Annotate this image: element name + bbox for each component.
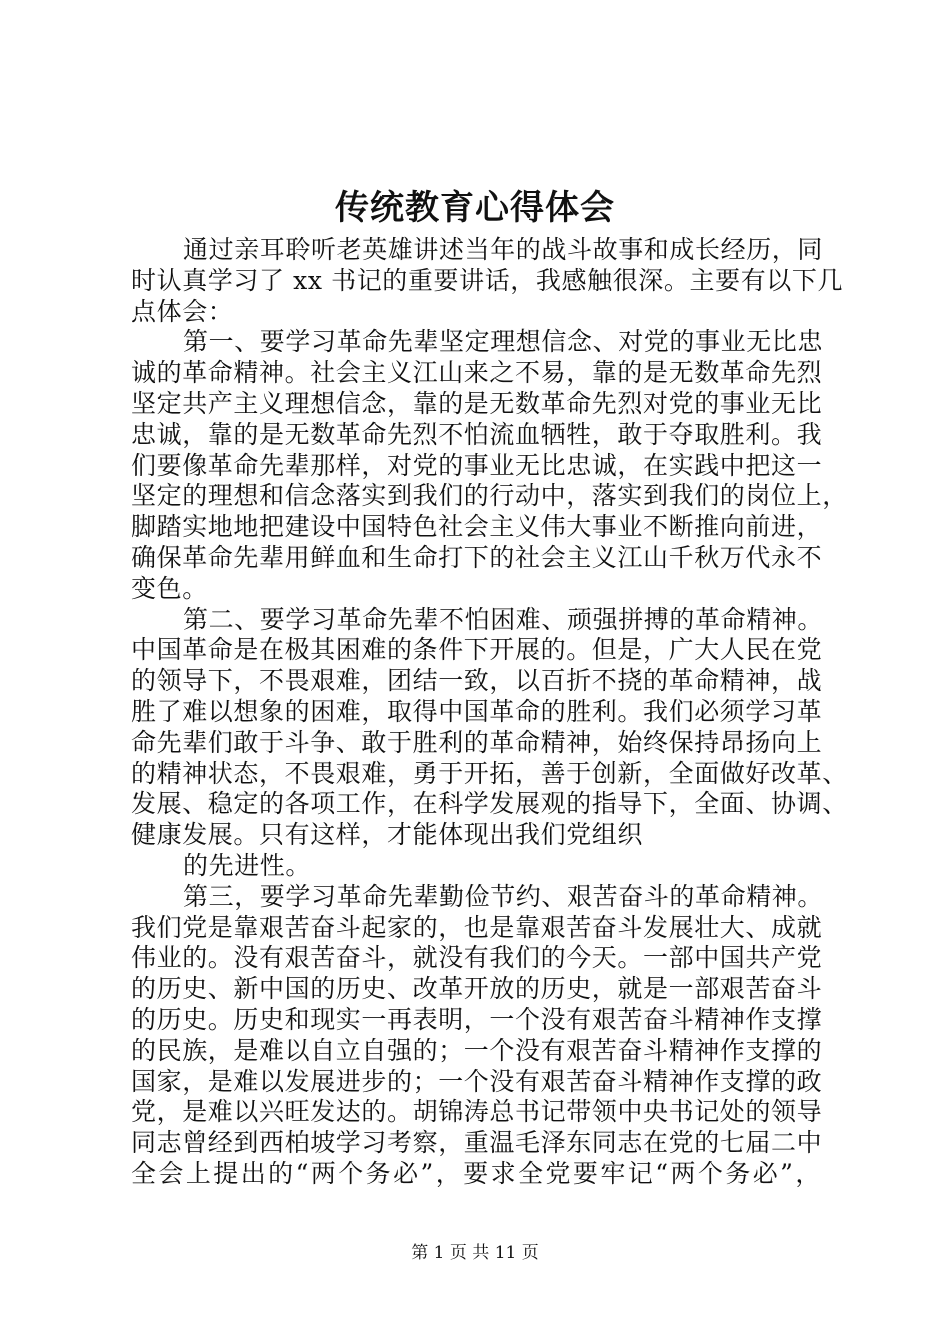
text-line: 变色。 bbox=[131, 573, 208, 603]
text-line: 坚定的理想和信念落实到我们的行动中，落实到我们的岗位上， bbox=[131, 481, 848, 511]
text-line: 第一、要学习革命先辈坚定理想信念、对党的事业无比忠 bbox=[183, 327, 824, 357]
text-line: 确保革命先辈用鲜血和生命打下的社会主义江山千秋万代永不 bbox=[131, 542, 823, 572]
text-line: 的民族，是难以自立自强的；一个没有艰苦奋斗精神作支撑的 bbox=[131, 1035, 823, 1065]
document-title: 传统教育心得体会 bbox=[335, 188, 615, 228]
text-line: 我们党是靠艰苦奋斗起家的，也是靠艰苦奋斗发展壮大、成就 bbox=[131, 912, 823, 942]
text-line: 第二、要学习革命先辈不怕困难、顽强拼搏的革命精神。 bbox=[183, 604, 824, 634]
text-line: 的历史。历史和现实一再表明，一个没有艰苦奋斗精神作支撑 bbox=[131, 1004, 823, 1034]
text-line: 坚定共产主义理想信念，靠的是无数革命先烈对党的事业无比 bbox=[131, 388, 823, 418]
text-line: 同志曾经到西柏坡学习考察，重温毛泽东同志在党的七届二中 bbox=[131, 1128, 823, 1158]
text-line: 脚踏实地地把建设中国特色社会主义伟大事业不断推向前进， bbox=[131, 512, 823, 542]
text-line: 的历史、新中国的历史、改革开放的历史，就是一部艰苦奋斗 bbox=[131, 974, 823, 1004]
text-line: 时认真学习了 xx 书记的重要讲话，我感触很深。主要有以下几 bbox=[131, 265, 844, 295]
text-line: 全会上提出的“两个务必”，要求全党要牢记“两个务必”， bbox=[131, 1158, 821, 1188]
text-line: 发展、稳定的各项工作，在科学发展观的指导下，全面、协调、 bbox=[131, 789, 848, 819]
text-line: 的先进性。 bbox=[183, 850, 312, 880]
text-line: 伟业的。没有艰苦奋斗，就没有我们的今天。一部中国共产党 bbox=[131, 943, 823, 973]
text-line: 健康发展。只有这样，才能体现出我们党组织 bbox=[131, 820, 644, 850]
text-line: 的领导下，不畏艰难，团结一致，以百折不挠的革命精神，战 bbox=[131, 666, 823, 696]
text-line: 第三，要学习革命先辈勤俭节约、艰苦奋斗的革命精神。 bbox=[183, 881, 824, 911]
text-line: 们要像革命先辈那样，对党的事业无比忠诚，在实践中把这一 bbox=[131, 450, 823, 480]
text-line: 点体会： bbox=[131, 296, 234, 326]
text-line: 忠诚，靠的是无数革命先烈不怕流血牺牲，敢于夺取胜利。我 bbox=[131, 419, 823, 449]
text-line: 党，是难以兴旺发达的。胡锦涛总书记带领中央书记处的领导 bbox=[131, 1097, 823, 1127]
text-line: 国家，是难以发展进步的；一个没有艰苦奋斗精神作支撑的政 bbox=[131, 1066, 823, 1096]
text-line: 诚的革命精神。社会主义江山来之不易，靠的是无数革命先烈 bbox=[131, 358, 823, 388]
text-line: 通过亲耳聆听老英雄讲述当年的战斗故事和成长经历，同 bbox=[183, 235, 824, 264]
text-line: 命先辈们敢于斗争、敢于胜利的革命精神，始终保持昂扬向上 bbox=[131, 727, 823, 757]
text-line: 胜了难以想象的困难，取得中国革命的胜利。我们必须学习革 bbox=[131, 696, 823, 726]
text-line: 中国革命是在极其困难的条件下开展的。但是，广大人民在党 bbox=[131, 635, 823, 665]
text-line: 的精神状态，不畏艰难，勇于开拓，善于创新，全面做好改革、 bbox=[131, 758, 848, 788]
page-footer: 第 1 页 共 11 页 bbox=[411, 1243, 539, 1263]
document-body bbox=[131, 235, 848, 1190]
